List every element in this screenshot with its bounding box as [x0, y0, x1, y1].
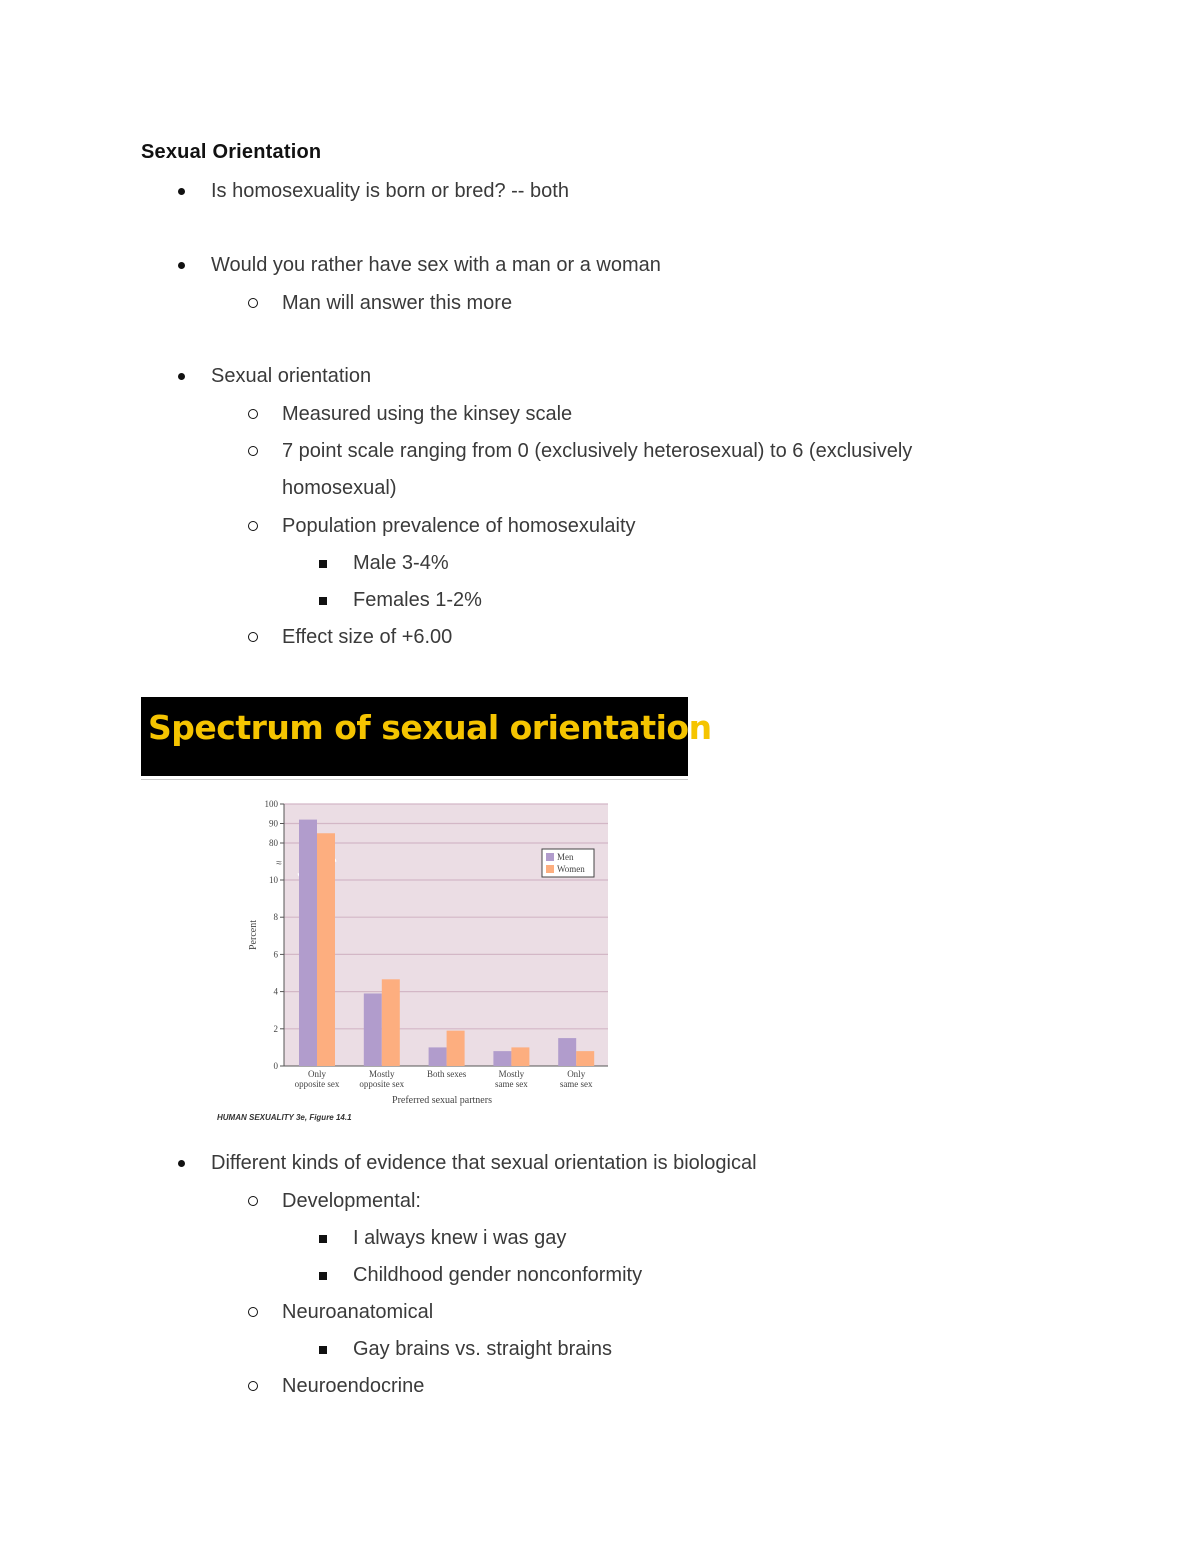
square-bullet-icon	[319, 1346, 327, 1354]
bar-men	[364, 993, 382, 1066]
list-item-text: Gay brains vs. straight brains	[353, 1338, 612, 1360]
bar-men	[429, 1047, 447, 1066]
list-item-text: Females 1-2%	[353, 589, 482, 611]
x-axis-title: Preferred sexual partners	[392, 1095, 492, 1106]
circle-bullet-icon	[248, 1381, 258, 1391]
bar-men	[558, 1038, 576, 1066]
list-item-text: Sexual orientation	[211, 365, 372, 387]
y-tick-label: 8	[273, 912, 278, 923]
list-item-text: I always knew i was gay	[353, 1227, 567, 1249]
circle-bullet-icon	[248, 1307, 258, 1317]
x-tick-label: Mostly	[498, 1069, 525, 1079]
chart-caption: HUMAN SEXUALITY 3e, Figure 14.1	[217, 1113, 352, 1122]
list-item-text: Neuroendocrine	[282, 1375, 425, 1397]
banner-title: Spectrum of sexual orientation	[148, 708, 712, 747]
list-item-text: Population prevalence of homosexulaity	[282, 515, 636, 537]
list-item-text: Would you rather have sex with a man or a woman	[211, 254, 661, 276]
circle-bullet-icon	[248, 1196, 258, 1206]
list-item-text: Effect size of +6.00	[282, 626, 453, 648]
bar-women	[447, 1031, 465, 1066]
list-item-text: Is homosexuality is born or bred? -- both	[211, 180, 569, 202]
bar-women	[317, 833, 335, 1066]
list-item-text: Childhood gender nonconformity	[353, 1264, 643, 1286]
y-tick-label: 0	[273, 1061, 278, 1071]
x-tick-label: opposite sex	[359, 1079, 405, 1089]
y-tick-label: 90	[269, 818, 278, 829]
list-item-text: Man will answer this more	[282, 292, 513, 314]
y-tick-label: 10	[269, 875, 278, 885]
y-tick-label: 6	[273, 949, 278, 960]
y-tick-label: 4	[273, 986, 278, 997]
x-tick-label: Only	[567, 1069, 586, 1079]
list-item-text: Different kinds of evidence that sexual orientation is biological	[211, 1152, 757, 1174]
x-tick-label: Mostly	[369, 1069, 395, 1079]
square-bullet-icon	[319, 1272, 327, 1280]
list-item-text: homosexual)	[282, 477, 397, 499]
legend-label: Men	[557, 852, 574, 862]
bar-women	[382, 979, 400, 1066]
bar-women	[576, 1051, 594, 1066]
x-tick-label: same sex	[495, 1079, 528, 1089]
legend-swatch	[546, 853, 554, 861]
legend-label: Women	[557, 864, 585, 874]
x-tick-label: same sex	[559, 1079, 593, 1089]
square-bullet-icon	[319, 1235, 327, 1243]
y-tick-label: 100	[264, 799, 278, 809]
y-tick-label: 2	[273, 1023, 278, 1034]
list-item-text: Male 3-4%	[353, 552, 449, 574]
y-tick-label: 80	[269, 838, 278, 848]
page-title: Sexual Orientation	[141, 141, 322, 163]
bar-men	[299, 820, 317, 1066]
x-tick-label: Both sexes	[426, 1069, 467, 1079]
list-item-text: Neuroanatomical	[282, 1301, 434, 1323]
list-item-text: 7 point scale ranging from 0 (exclusively heterosexual) to 6 (exclusively	[282, 440, 913, 462]
y-axis-title: Percent	[248, 920, 259, 950]
legend-swatch	[546, 865, 554, 873]
bar-women	[511, 1047, 529, 1066]
x-tick-label: opposite sex	[294, 1079, 340, 1089]
disc-bullet-icon	[178, 1160, 185, 1167]
list-item-text: Developmental:	[282, 1190, 421, 1212]
x-tick-label: Only	[308, 1069, 326, 1079]
list-item-text: Measured using the kinsey scale	[282, 403, 573, 425]
bar-men	[493, 1051, 511, 1066]
axis-break-icon: ≈	[276, 858, 282, 869]
